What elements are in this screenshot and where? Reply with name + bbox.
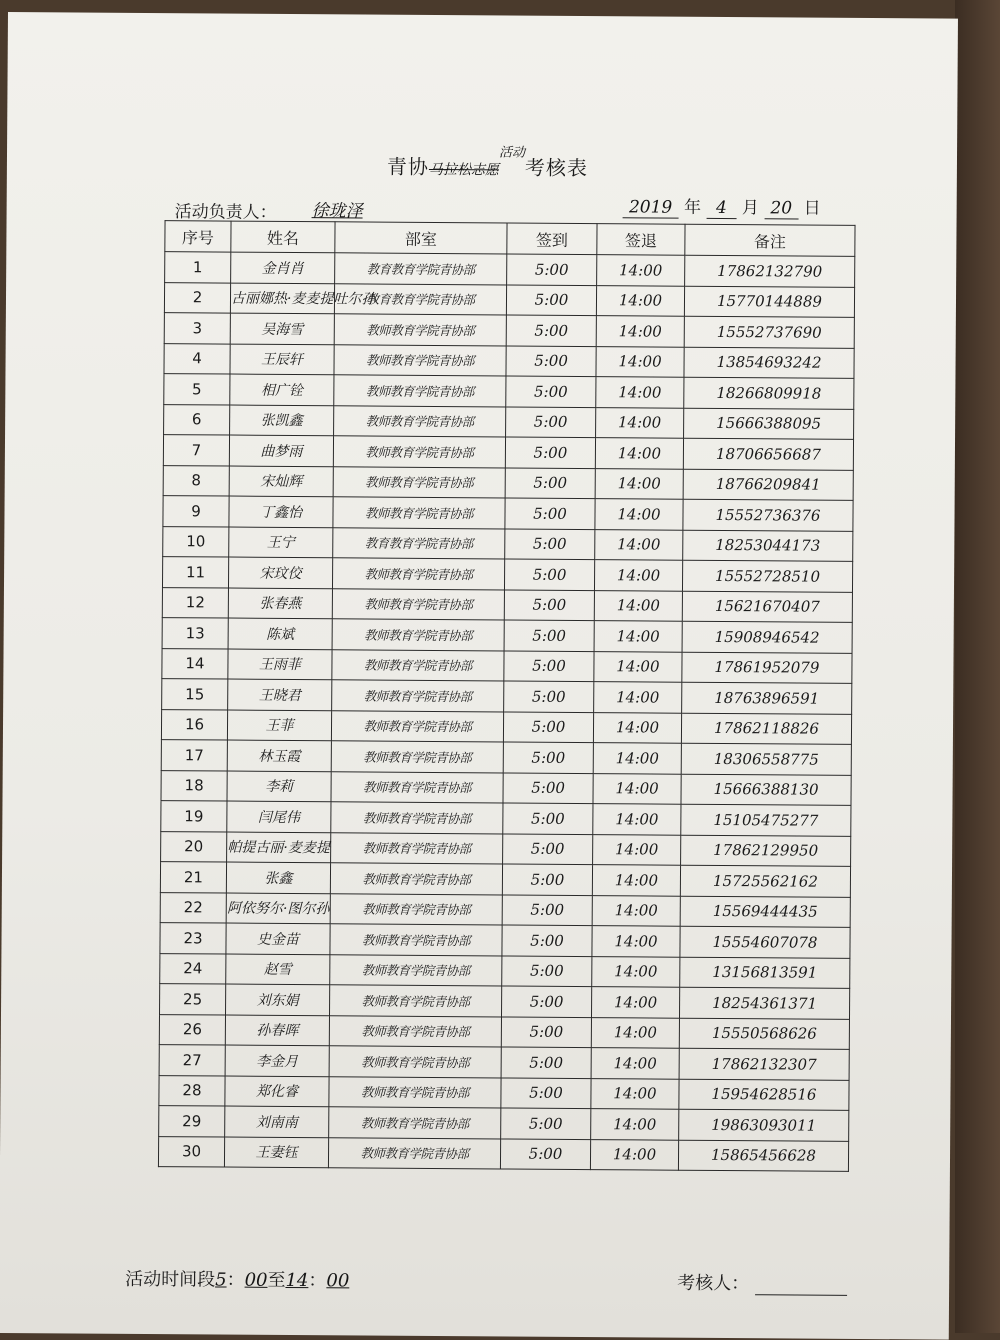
table-row	[164, 374, 854, 409]
row-name: 王妻钰	[224, 1137, 328, 1168]
reviewer-signature-line	[755, 1276, 847, 1296]
table-row	[160, 984, 850, 1019]
row-name: 张春燕	[228, 588, 332, 619]
start-min: 00	[244, 1269, 268, 1291]
row-name: 王宁	[229, 527, 333, 558]
row-dept: 教育教育学院青协部	[333, 527, 505, 559]
reviewer-label: 考核人：	[677, 1272, 750, 1295]
table-row	[159, 1106, 849, 1141]
row-checkout: 14:00	[595, 529, 683, 560]
table-row	[161, 801, 851, 836]
row-name: 帕提古丽·麦麦提	[227, 832, 331, 863]
row-checkin: 5:00	[504, 589, 594, 620]
table-row	[162, 618, 852, 653]
row-checkout: 14:00	[596, 316, 684, 347]
title-suffix: 考核表	[524, 155, 589, 181]
row-name: 宋玟佼	[228, 557, 332, 588]
row-checkin: 5:00	[505, 437, 595, 468]
row-checkout: 14:00	[592, 865, 680, 896]
leader-name: 徐珑泽	[311, 201, 363, 222]
row-checkout: 14:00	[591, 1078, 679, 1109]
row-note: 15865456628	[678, 1140, 848, 1172]
row-name: 阿依努尔·图尔孙	[226, 893, 330, 924]
row-no: 18	[161, 770, 227, 801]
row-dept: 教师教育学院青协部	[330, 924, 502, 956]
row-checkout: 14:00	[590, 1139, 678, 1170]
row-dept: 教师教育学院青协部	[328, 1137, 500, 1169]
title-handwritten: 马拉松志愿	[428, 161, 499, 179]
row-no: 5	[164, 374, 230, 405]
row-no: 1	[165, 252, 231, 283]
row-name: 王雨菲	[228, 649, 332, 680]
row-name: 李金月	[225, 1045, 329, 1076]
row-note: 18254361371	[679, 987, 849, 1019]
row-checkout: 14:00	[595, 468, 683, 499]
table-row	[164, 404, 854, 439]
row-checkin: 5:00	[506, 345, 596, 376]
row-name: 闫尾伟	[227, 801, 331, 832]
row-checkout: 14:00	[593, 712, 681, 743]
table-row	[161, 831, 851, 866]
row-checkout: 14:00	[591, 1048, 679, 1079]
row-note: 17862129950	[681, 835, 851, 867]
row-checkin: 5:00	[504, 650, 594, 681]
row-name: 赵雪	[226, 954, 330, 985]
row-checkout: 14:00	[596, 346, 684, 377]
row-checkin: 5:00	[506, 376, 596, 407]
row-note: 18253044173	[683, 530, 853, 562]
row-checkout: 14:00	[594, 621, 682, 652]
table-row	[162, 679, 852, 714]
header-dept: 部室	[335, 222, 507, 254]
row-no: 24	[160, 953, 226, 984]
row-checkout: 14:00	[593, 834, 681, 865]
background-edge	[955, 0, 1000, 1333]
row-dept: 教师教育学院青协部	[330, 985, 502, 1017]
table-row	[159, 1045, 849, 1080]
row-dept: 教师教育学院青协部	[331, 710, 503, 742]
row-name: 陈斌	[228, 618, 332, 649]
row-no: 23	[160, 923, 226, 954]
row-note: 18766209841	[683, 469, 853, 501]
start-hour: 5	[215, 1269, 227, 1291]
row-checkin: 5:00	[504, 559, 594, 590]
row-name: 相广铨	[230, 374, 334, 405]
row-dept: 教师教育学院青协部	[332, 680, 504, 712]
table-row	[163, 465, 853, 500]
table-row	[159, 1075, 849, 1110]
colon-1: ：	[226, 1269, 245, 1291]
row-note: 15105475277	[681, 804, 851, 836]
row-dept: 教师教育学院青协部	[334, 344, 506, 376]
row-checkin: 5:00	[502, 925, 592, 956]
row-checkin: 5:00	[506, 284, 596, 315]
row-name: 刘南南	[225, 1106, 329, 1137]
row-checkin: 5:00	[507, 254, 597, 285]
row-checkin: 5:00	[504, 681, 594, 712]
row-note: 19863093011	[679, 1109, 849, 1141]
row-dept: 教师教育学院青协部	[334, 314, 506, 346]
row-dept: 教师教育学院青协部	[330, 863, 502, 895]
to-label: 至	[267, 1269, 286, 1291]
row-no: 22	[160, 892, 226, 923]
row-no: 16	[161, 709, 227, 740]
table-row	[162, 587, 852, 622]
row-no: 3	[164, 313, 230, 344]
row-no: 13	[162, 618, 228, 649]
reviewer-field	[677, 1269, 847, 1296]
attendance-table	[158, 220, 856, 1172]
row-no: 26	[159, 1014, 225, 1045]
table-row	[164, 343, 854, 378]
row-name: 刘东娟	[226, 984, 330, 1015]
header-note: 备注	[685, 224, 855, 256]
row-checkin: 5:00	[503, 833, 593, 864]
row-checkin: 5:00	[502, 864, 592, 895]
row-dept: 教师教育学院青协部	[332, 588, 504, 620]
row-dept: 教师教育学院青协部	[334, 375, 506, 407]
row-dept: 教师教育学院青协部	[329, 1015, 501, 1047]
row-checkin: 5:00	[501, 1077, 591, 1108]
row-dept: 教师教育学院青协部	[331, 832, 503, 864]
table-row	[163, 435, 853, 470]
date-year-label: 年	[683, 197, 702, 218]
date-month-label: 月	[741, 198, 759, 219]
end-min: 00	[326, 1270, 350, 1292]
header-no: 序号	[165, 221, 231, 252]
form-title	[386, 145, 687, 182]
row-dept: 教师教育学院青协部	[329, 1107, 501, 1139]
row-checkin: 5:00	[504, 620, 594, 651]
form-date	[623, 192, 821, 219]
table-row	[163, 496, 853, 531]
row-note: 15552736376	[683, 499, 853, 531]
table-row	[165, 252, 855, 287]
row-no: 29	[159, 1106, 225, 1137]
row-no: 19	[161, 801, 227, 832]
date-year: 2019	[623, 197, 679, 218]
row-note: 15908946542	[682, 621, 852, 653]
row-note: 15552737690	[684, 316, 854, 348]
table-row	[162, 648, 852, 683]
table-row	[158, 1136, 848, 1171]
row-no: 14	[162, 648, 228, 679]
header-checkout: 签退	[597, 224, 685, 256]
table-row	[160, 862, 850, 897]
row-note: 17862132790	[685, 255, 855, 287]
row-checkin: 5:00	[501, 1047, 591, 1078]
row-note: 15954628516	[679, 1079, 849, 1111]
row-checkout: 14:00	[591, 1017, 679, 1048]
row-checkin: 5:00	[502, 955, 592, 986]
header-checkin: 签到	[507, 223, 597, 255]
row-dept: 教师教育学院青协部	[331, 802, 503, 834]
row-checkout: 14:00	[594, 651, 682, 682]
row-note: 17862118826	[681, 713, 851, 745]
row-no: 7	[163, 435, 229, 466]
row-dept: 教师教育学院青协部	[330, 954, 502, 986]
row-note: 13156813591	[680, 957, 850, 989]
row-checkout: 14:00	[593, 773, 681, 804]
row-note: 13854693242	[684, 347, 854, 379]
row-dept: 教育教育学院青协部	[334, 283, 506, 315]
title-prefix: 青协	[386, 154, 430, 179]
table-row	[164, 313, 854, 348]
table-header-row	[165, 221, 855, 257]
row-checkin: 5:00	[506, 406, 596, 437]
table-row	[159, 1014, 849, 1049]
row-note: 18763896591	[682, 682, 852, 714]
row-checkin: 5:00	[505, 467, 595, 498]
table-row	[162, 557, 852, 592]
row-name: 林玉霞	[227, 740, 331, 771]
row-no: 2	[164, 282, 230, 313]
row-checkout: 14:00	[592, 956, 680, 987]
table-row	[164, 282, 854, 317]
row-no: 10	[163, 526, 229, 557]
row-no: 8	[163, 465, 229, 496]
row-name: 郑化睿	[225, 1076, 329, 1107]
row-dept: 教师教育学院青协部	[332, 619, 504, 651]
row-checkin: 5:00	[503, 803, 593, 834]
table-row	[163, 526, 853, 561]
row-note: 15770144889	[684, 286, 854, 318]
row-dept: 教师教育学院青协部	[330, 893, 502, 925]
title-correction: 活动	[498, 145, 526, 161]
table-row	[160, 892, 850, 927]
end-hour: 14	[285, 1269, 309, 1292]
table-row	[161, 740, 851, 775]
row-name: 吴海雪	[230, 313, 334, 344]
row-checkout: 14:00	[596, 285, 684, 316]
row-note: 18266809918	[684, 377, 854, 409]
row-note: 18706656687	[683, 438, 853, 470]
row-no: 27	[159, 1045, 225, 1076]
row-name: 史金苗	[226, 923, 330, 954]
row-checkin: 5:00	[505, 528, 595, 559]
row-checkin: 5:00	[501, 1108, 591, 1139]
colon-2: ：	[308, 1270, 327, 1292]
row-note: 15621670407	[682, 591, 852, 623]
row-no: 21	[160, 862, 226, 893]
row-checkin: 5:00	[500, 1138, 590, 1169]
row-note: 17862132307	[679, 1048, 849, 1080]
table-row	[161, 770, 851, 805]
row-note: 15666388130	[681, 774, 851, 806]
row-checkin: 5:00	[503, 772, 593, 803]
row-checkout: 14:00	[596, 407, 684, 438]
row-dept: 教师教育学院青协部	[334, 405, 506, 437]
row-note: 18306558775	[681, 743, 851, 775]
row-name: 张鑫	[226, 862, 330, 893]
row-name: 宋灿辉	[229, 466, 333, 497]
row-name: 李莉	[227, 771, 331, 802]
row-checkout: 14:00	[597, 255, 685, 286]
row-dept: 教师教育学院青协部	[329, 1046, 501, 1078]
table-row	[160, 923, 850, 958]
row-name: 王晓君	[228, 679, 332, 710]
row-dept: 教师教育学院青协部	[332, 649, 504, 681]
table-row	[161, 709, 851, 744]
date-month: 4	[706, 198, 736, 219]
row-checkin: 5:00	[503, 742, 593, 773]
row-checkout: 14:00	[595, 499, 683, 530]
row-checkin: 5:00	[501, 1016, 591, 1047]
row-checkout: 14:00	[592, 895, 680, 926]
row-dept: 教师教育学院青协部	[331, 741, 503, 773]
row-note: 15666388095	[684, 408, 854, 440]
row-note: 15725562162	[680, 865, 850, 897]
row-checkout: 14:00	[593, 743, 681, 774]
row-name: 曲梦雨	[229, 435, 333, 466]
row-no: 6	[164, 404, 230, 435]
row-checkout: 14:00	[594, 590, 682, 621]
row-checkin: 5:00	[502, 894, 592, 925]
period-label: 活动时间段	[125, 1268, 216, 1291]
row-no: 28	[159, 1075, 225, 1106]
row-no: 17	[161, 740, 227, 771]
table-row	[160, 953, 850, 988]
row-dept: 教师教育学院青协部	[329, 1076, 501, 1108]
row-name: 丁鑫怡	[229, 496, 333, 527]
row-no: 20	[161, 831, 227, 862]
row-checkout: 14:00	[596, 377, 684, 408]
row-note: 15552728510	[682, 560, 852, 592]
row-checkin: 5:00	[506, 315, 596, 346]
row-dept: 教师教育学院青协部	[333, 497, 505, 529]
row-checkin: 5:00	[505, 498, 595, 529]
row-name: 金肖肖	[231, 252, 335, 283]
row-dept: 教师教育学院青协部	[332, 558, 504, 590]
row-note: 15550568626	[679, 1018, 849, 1050]
row-dept: 教师教育学院青协部	[331, 771, 503, 803]
header-name: 姓名	[231, 221, 335, 253]
date-day-label: 日	[803, 198, 821, 219]
row-checkin: 5:00	[503, 711, 593, 742]
paper-sheet	[0, 12, 958, 1340]
row-checkout: 14:00	[595, 438, 683, 469]
row-no: 9	[163, 496, 229, 527]
row-checkout: 14:00	[591, 987, 679, 1018]
row-dept: 教育教育学院青协部	[335, 253, 507, 285]
row-checkin: 5:00	[501, 986, 591, 1017]
row-dept: 教师教育学院青协部	[333, 466, 505, 498]
row-name: 古丽娜热·麦麦提吐尔孙	[230, 283, 334, 314]
row-name: 王菲	[227, 710, 331, 741]
activity-period	[125, 1265, 349, 1293]
row-no: 11	[162, 557, 228, 588]
leader-label: 活动负责人：	[174, 202, 277, 223]
row-checkout: 14:00	[594, 682, 682, 713]
row-note: 15554607078	[680, 926, 850, 958]
row-checkout: 14:00	[591, 1109, 679, 1140]
row-no: 30	[158, 1136, 224, 1167]
row-checkout: 14:00	[594, 560, 682, 591]
row-no: 15	[162, 679, 228, 710]
row-no: 25	[160, 984, 226, 1015]
row-name: 张凯鑫	[230, 405, 334, 436]
row-no: 12	[162, 587, 228, 618]
date-day: 20	[764, 198, 798, 219]
row-name: 孙春晖	[225, 1015, 329, 1046]
row-note: 17861952079	[682, 652, 852, 684]
row-no: 4	[164, 343, 230, 374]
row-name: 王辰轩	[230, 344, 334, 375]
row-checkout: 14:00	[593, 804, 681, 835]
row-checkout: 14:00	[592, 926, 680, 957]
row-dept: 教师教育学院青协部	[333, 436, 505, 468]
row-note: 15569444435	[680, 896, 850, 928]
